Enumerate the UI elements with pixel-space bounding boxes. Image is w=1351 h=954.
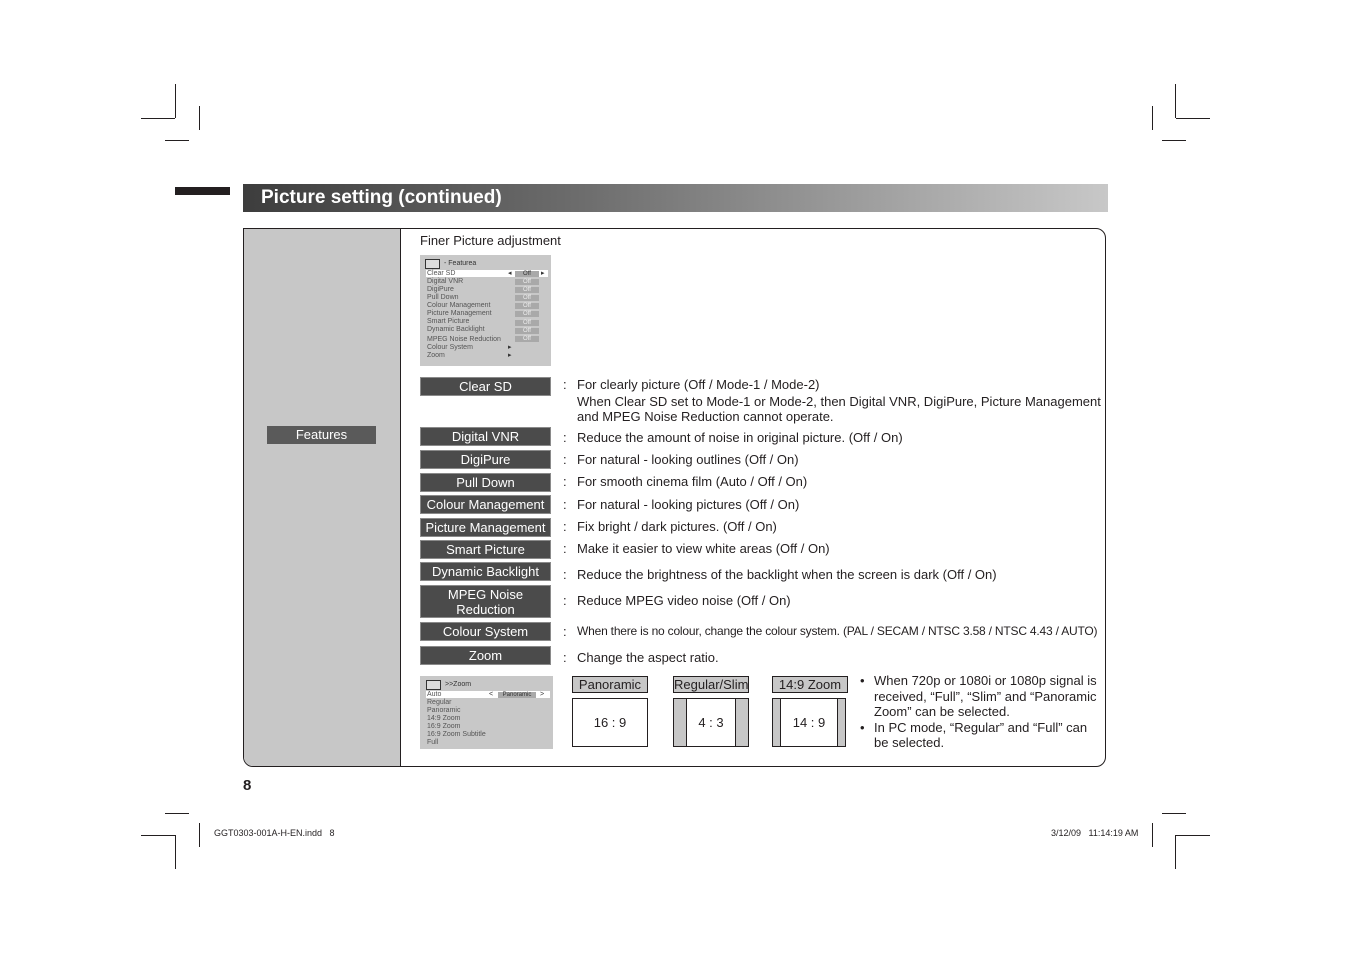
osd-item: Pull Down [427, 294, 459, 301]
osd-item: Regular [427, 699, 452, 706]
desc-digipure: For natural - looking outlines (Off / On) [577, 452, 799, 467]
osd-item: 16:9 Zoom [427, 723, 461, 730]
colon: : [563, 567, 567, 582]
label-zoom: Zoom [420, 646, 551, 665]
osd-item: Auto [427, 691, 442, 698]
label-colour-system: Colour System [420, 622, 551, 641]
label-mpeg-noise-reduction [420, 585, 551, 618]
desc-digital-vnr: Reduce the amount of noise in original picture. (Off / On) [577, 430, 903, 445]
desc-clear-sd: When Clear SD set to Mode-1 or Mode-2, then Digital VNR, DigiPure, Picture Management [577, 394, 1101, 409]
aspect-label-14-9-zoom: 14:9 Zoom [772, 676, 848, 693]
colon: : [563, 650, 567, 665]
aspect-diagram-14-9-zoom [772, 698, 846, 747]
osd-value: Off [515, 295, 539, 301]
osd-left-arrow: ◂ [508, 270, 512, 277]
colon: : [563, 541, 567, 556]
note-line: Zoom” can be selected. [874, 704, 1010, 719]
osd-item: DigiPure [427, 286, 454, 293]
colon: : [563, 593, 567, 608]
label-line: MPEG Noise [447, 587, 524, 602]
osd-value: Off [515, 320, 539, 326]
osd-title: - Featurea [444, 260, 477, 267]
sidebar-column [244, 229, 401, 766]
note-line: In PC mode, “Regular” and “Full” can [874, 720, 1088, 735]
aspect-label-panoramic: Panoramic [572, 676, 648, 693]
osd-value: Off [515, 279, 539, 285]
osd-item: Picture Management [427, 310, 492, 317]
desc-clear-sd: For clearly picture (Off / Mode-1 / Mode-2) [577, 377, 820, 392]
osd-value: Off [515, 271, 539, 277]
osd-value: Off [515, 336, 539, 342]
osd-item: Colour Management [427, 302, 491, 309]
osd-item: Dynamic Backlight [427, 326, 485, 333]
osd-item: 14:9 Zoom [427, 715, 461, 722]
desc-picture-management: Fix bright / dark pictures. (Off / On) [577, 519, 777, 534]
bullet: • [860, 720, 865, 735]
desc-colour-management: For natural - looking pictures (Off / On) [577, 497, 800, 512]
aspect-ratio-text: 16 : 9 [593, 715, 627, 730]
osd-submenu-arrow: ▸ [508, 352, 512, 359]
colon: : [563, 624, 567, 639]
colon: : [563, 474, 567, 489]
label-line: Reduction [456, 602, 515, 617]
osd-submenu-arrow: ▸ [508, 344, 512, 351]
note-line: received, “Full”, “Slim” and “Panoramic [874, 689, 1097, 704]
colon: : [563, 519, 567, 534]
label-dynamic-backlight: Dynamic Backlight [420, 562, 551, 581]
colon: : [563, 377, 567, 392]
osd-item: Zoom [427, 352, 445, 359]
osd-right-arrow: ▸ [541, 270, 545, 277]
aspect-ratio-text: 4 : 3 [698, 715, 724, 730]
colon: : [563, 452, 567, 467]
osd-value: Off [515, 303, 539, 309]
label-colour-management: Colour Management [420, 495, 551, 514]
osd-item: Digital VNR [427, 278, 464, 285]
menu-icon [425, 259, 440, 269]
desc-smart-picture: Make it easier to view white areas (Off / On) [577, 541, 830, 556]
desc-zoom: Change the aspect ratio. [577, 650, 719, 665]
header-accent-bar [175, 187, 230, 195]
label-digital-vnr: Digital VNR [420, 427, 551, 446]
footer-filename: GGT0303-001A-H-EN.indd 8 [214, 828, 335, 838]
osd-item: Full [427, 739, 439, 746]
footer-date: 3/12/09 11:14:19 AM [1051, 828, 1139, 838]
note-line: When 720p or 1080i or 1080p signal is [874, 673, 1097, 688]
section-heading: Finer Picture adjustment [420, 233, 561, 248]
osd-right-arrow: > [540, 691, 545, 698]
label-pull-down: Pull Down [420, 473, 551, 492]
note-line: be selected. [874, 735, 945, 750]
colon: : [563, 430, 567, 445]
page-title: Picture setting (continued) [261, 187, 502, 208]
osd-zoom-screenshot [420, 676, 553, 749]
osd-item: Colour System [427, 344, 473, 351]
osd-left-arrow: < [489, 691, 494, 698]
bullet: • [860, 673, 865, 688]
desc-pull-down: For smooth cinema film (Auto / Off / On) [577, 474, 808, 489]
label-smart-picture: Smart Picture [420, 540, 551, 559]
menu-icon [426, 680, 441, 690]
page-number: 8 [243, 777, 252, 794]
desc-mpeg-noise-reduction: Reduce MPEG video noise (Off / On) [577, 593, 791, 608]
desc-dynamic-backlight: Reduce the brightness of the backlight when the screen is dark (Off / On) [577, 567, 997, 582]
label-digipure: DigiPure [420, 450, 551, 469]
aspect-ratio-text: 14 : 9 [792, 715, 826, 730]
osd-item: Clear SD [427, 270, 456, 277]
osd-item: 16:9 Zoom Subtitle [427, 731, 486, 738]
osd-value: Off [515, 287, 539, 293]
aspect-label-regular-slim: Regular/Slim [674, 677, 749, 692]
features-label: Features [267, 426, 376, 444]
osd-item: Panoramic [427, 707, 461, 714]
osd-item: Smart Picture [427, 318, 470, 325]
osd-features-screenshot [420, 255, 551, 366]
label-picture-management: Picture Management [420, 518, 551, 537]
desc-clear-sd: and MPEG Noise Reduction cannot operate. [577, 409, 834, 424]
aspect-diagram-panoramic [572, 698, 648, 747]
osd-value: Panoramic [498, 692, 536, 698]
osd-value: Off [515, 328, 539, 334]
osd-title: >>Zoom [445, 681, 472, 688]
colon: : [563, 497, 567, 512]
osd-item: MPEG Noise Reduction [427, 336, 501, 343]
label-clear-sd: Clear SD [420, 377, 551, 396]
aspect-diagram-regular-slim [673, 698, 749, 747]
osd-value: Off [515, 311, 539, 317]
desc-colour-system: When there is no colour, change the colour system. (PAL / SECAM / NTSC 3.58 / NTSC 4.43 / AUTO) [577, 624, 1098, 638]
